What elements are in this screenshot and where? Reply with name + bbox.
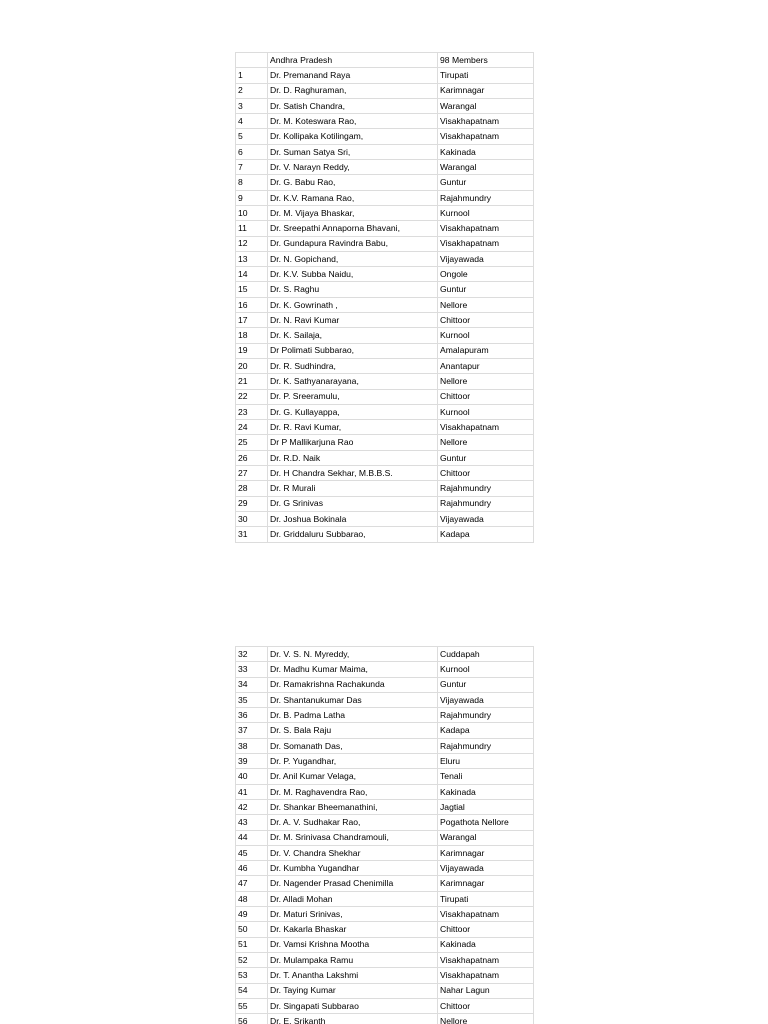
member-number-cell: 11: [236, 221, 268, 236]
table-row: [236, 129, 534, 144]
member-city-cell: Visakhapatnam: [438, 129, 534, 144]
member-city-cell: Kakinada: [438, 144, 534, 159]
table-row: [236, 328, 534, 343]
table-row: [236, 677, 534, 692]
member-city-cell: Kurnool: [438, 205, 534, 220]
table-row: [236, 481, 534, 496]
member-number-cell: 23: [236, 404, 268, 419]
table-row: [236, 784, 534, 799]
table-row: [236, 922, 534, 937]
table-row: [236, 282, 534, 297]
member-name-cell: Dr. S. Raghu: [268, 282, 438, 297]
member-name-cell: Dr. R. Ravi Kumar,: [268, 420, 438, 435]
member-city-cell: Tirupati: [438, 68, 534, 83]
table-row: [236, 343, 534, 358]
member-name-cell: Dr. Ramakrishna Rachakunda: [268, 677, 438, 692]
member-name-cell: Dr. P. Yugandhar,: [268, 754, 438, 769]
member-city-cell: Visakhapatnam: [438, 907, 534, 922]
member-number-cell: 9: [236, 190, 268, 205]
member-city-cell: Nellore: [438, 1014, 534, 1024]
member-number-cell: 51: [236, 937, 268, 952]
member-number-cell: 2: [236, 83, 268, 98]
member-name-cell: Dr. K. Sathyanarayana,: [268, 374, 438, 389]
member-number-cell: 55: [236, 998, 268, 1013]
member-number-cell: 33: [236, 662, 268, 677]
member-city-cell: Tenali: [438, 769, 534, 784]
member-name-cell: Dr. K.V. Ramana Rao,: [268, 190, 438, 205]
table-row: [236, 815, 534, 830]
member-city-cell: Vijayawada: [438, 251, 534, 266]
member-city-cell: Vijayawada: [438, 692, 534, 707]
table-row: [236, 876, 534, 891]
member-name-cell: Dr. K.V. Subba Naidu,: [268, 267, 438, 282]
member-city-cell: Nellore: [438, 297, 534, 312]
member-city-cell: Nellore: [438, 435, 534, 450]
member-name-cell: Dr. Singapati Subbarao: [268, 998, 438, 1013]
member-city-cell: Rajahmundry: [438, 190, 534, 205]
member-number-cell: 24: [236, 420, 268, 435]
member-name-cell: Dr. Mulampaka Ramu: [268, 952, 438, 967]
member-city-cell: Kurnool: [438, 328, 534, 343]
member-name-cell: Dr. T. Anantha Lakshmi: [268, 968, 438, 983]
table-row: [236, 83, 534, 98]
member-number-cell: 32: [236, 647, 268, 662]
member-city-cell: Vijayawada: [438, 861, 534, 876]
table-row: [236, 845, 534, 860]
members-table-page-1: [235, 52, 534, 543]
member-number-cell: 44: [236, 830, 268, 845]
member-name-cell: Dr. M. Srinivasa Chandramouli,: [268, 830, 438, 845]
member-number-cell: 14: [236, 267, 268, 282]
member-number-cell: 37: [236, 723, 268, 738]
member-number-cell: 10: [236, 205, 268, 220]
member-name-cell: Dr. Sreepathi Annaporna Bhavani,: [268, 221, 438, 236]
table-row: [236, 754, 534, 769]
table-row: [236, 738, 534, 753]
member-name-cell: Dr. Vamsi Krishna Mootha: [268, 937, 438, 952]
member-number-cell: 40: [236, 769, 268, 784]
member-number-cell: 6: [236, 144, 268, 159]
table-row: [236, 496, 534, 511]
member-city-cell: Rajahmundry: [438, 496, 534, 511]
member-number-cell: 52: [236, 952, 268, 967]
member-name-cell: Dr. V. S. N. Myreddy,: [268, 647, 438, 662]
member-name-cell: Dr. Taying Kumar: [268, 983, 438, 998]
member-number-cell: 22: [236, 389, 268, 404]
member-city-cell: Ongole: [438, 267, 534, 282]
member-city-cell: Karimnagar: [438, 83, 534, 98]
member-number-cell: 18: [236, 328, 268, 343]
member-city-cell: Visakhapatnam: [438, 420, 534, 435]
member-city-cell: Tirupati: [438, 891, 534, 906]
table-row: [236, 251, 534, 266]
member-number-cell: 38: [236, 738, 268, 753]
member-name-cell: Dr. Premanand Raya: [268, 68, 438, 83]
member-name-cell: Dr. M. Vijaya Bhaskar,: [268, 205, 438, 220]
table-row: [236, 175, 534, 190]
member-city-cell: Chittoor: [438, 466, 534, 481]
member-number-cell: 53: [236, 968, 268, 983]
member-number-cell: 35: [236, 692, 268, 707]
member-name-cell: Dr. Nagender Prasad Chenimilla: [268, 876, 438, 891]
member-city-cell: Kurnool: [438, 404, 534, 419]
member-number-cell: 16: [236, 297, 268, 312]
member-name-cell: Dr. M. Koteswara Rao,: [268, 114, 438, 129]
member-name-cell: Dr P Mallikarjuna Rao: [268, 435, 438, 450]
table-row: [236, 374, 534, 389]
member-number-cell: 17: [236, 313, 268, 328]
table-row: [236, 998, 534, 1013]
table-row: [236, 114, 534, 129]
member-number-cell: 25: [236, 435, 268, 450]
member-number-cell: 50: [236, 922, 268, 937]
member-name-cell: Dr Polimati Subbarao,: [268, 343, 438, 358]
table-row: [236, 404, 534, 419]
member-name-cell: Dr. Kakarla Bhaskar: [268, 922, 438, 937]
header-number-cell: [236, 53, 268, 68]
members-table-body: [236, 53, 534, 543]
member-name-cell: Dr. G. Kullayappa,: [268, 404, 438, 419]
member-number-cell: 46: [236, 861, 268, 876]
member-number-cell: 36: [236, 708, 268, 723]
member-number-cell: 34: [236, 677, 268, 692]
member-name-cell: Dr. E. Srikanth: [268, 1014, 438, 1024]
member-number-cell: 29: [236, 496, 268, 511]
member-city-cell: Guntur: [438, 677, 534, 692]
member-name-cell: Dr. G. Babu Rao,: [268, 175, 438, 190]
member-city-cell: Chittoor: [438, 389, 534, 404]
table-row: [236, 511, 534, 526]
member-number-cell: 30: [236, 511, 268, 526]
member-name-cell: Dr. Somanath Das,: [268, 738, 438, 753]
table-row: [236, 1014, 534, 1024]
table-row: [236, 708, 534, 723]
member-name-cell: Dr. Shankar Bheemanathini,: [268, 799, 438, 814]
member-number-cell: 39: [236, 754, 268, 769]
member-city-cell: Kakinada: [438, 937, 534, 952]
member-name-cell: Dr. A. V. Sudhakar Rao,: [268, 815, 438, 830]
table-row: [236, 190, 534, 205]
member-number-cell: 13: [236, 251, 268, 266]
member-city-cell: Rajahmundry: [438, 481, 534, 496]
member-name-cell: Dr. R. Sudhindra,: [268, 358, 438, 373]
member-name-cell: Dr. Satish Chandra,: [268, 98, 438, 113]
member-name-cell: Dr. K. Sailaja,: [268, 328, 438, 343]
member-name-cell: Dr. H Chandra Sekhar, M.B.B.S.: [268, 466, 438, 481]
header-state-cell: Andhra Pradesh: [268, 53, 438, 68]
members-table-body: [236, 647, 534, 1024]
member-city-cell: Karimnagar: [438, 845, 534, 860]
table-row: [236, 205, 534, 220]
member-city-cell: Jagtial: [438, 799, 534, 814]
member-name-cell: Dr. K. Gowrinath ,: [268, 297, 438, 312]
table-row: [236, 647, 534, 662]
member-city-cell: Kadapa: [438, 723, 534, 738]
member-name-cell: Dr. Kumbha Yugandhar: [268, 861, 438, 876]
member-name-cell: Dr. G Srinivas: [268, 496, 438, 511]
member-city-cell: Kakinada: [438, 784, 534, 799]
member-city-cell: Amalapuram: [438, 343, 534, 358]
table-row: [236, 983, 534, 998]
member-name-cell: Dr. V. Narayn Reddy,: [268, 160, 438, 175]
member-city-cell: Warangal: [438, 98, 534, 113]
table-row: [236, 692, 534, 707]
member-name-cell: Dr. P. Sreeramulu,: [268, 389, 438, 404]
member-number-cell: 49: [236, 907, 268, 922]
table-row: [236, 907, 534, 922]
member-name-cell: Dr. Joshua Bokinala: [268, 511, 438, 526]
table-row: [236, 358, 534, 373]
member-name-cell: Dr. Alladi Mohan: [268, 891, 438, 906]
member-number-cell: 43: [236, 815, 268, 830]
table-row: [236, 420, 534, 435]
member-city-cell: Visakhapatnam: [438, 968, 534, 983]
table-row: [236, 160, 534, 175]
table-row: [236, 968, 534, 983]
member-name-cell: Dr. Griddaluru Subbarao,: [268, 527, 438, 542]
member-city-cell: Warangal: [438, 830, 534, 845]
member-number-cell: 26: [236, 450, 268, 465]
table-row: [236, 527, 534, 542]
member-name-cell: Dr. D. Raghuraman,: [268, 83, 438, 98]
table-row: [236, 221, 534, 236]
member-city-cell: Nahar Lagun: [438, 983, 534, 998]
member-number-cell: 31: [236, 527, 268, 542]
member-number-cell: 7: [236, 160, 268, 175]
table-row: [236, 799, 534, 814]
table-row: [236, 144, 534, 159]
member-name-cell: Dr. R.D. Naik: [268, 450, 438, 465]
table-row: [236, 389, 534, 404]
table-row: [236, 98, 534, 113]
member-name-cell: Dr. Kollipaka Kotilingam,: [268, 129, 438, 144]
table-row: [236, 450, 534, 465]
member-city-cell: Visakhapatnam: [438, 236, 534, 251]
table-row: [236, 861, 534, 876]
table-row: [236, 937, 534, 952]
member-number-cell: 27: [236, 466, 268, 481]
member-number-cell: 15: [236, 282, 268, 297]
member-name-cell: Dr. Anil Kumar Velaga,: [268, 769, 438, 784]
member-city-cell: Chittoor: [438, 922, 534, 937]
table-row: [236, 723, 534, 738]
member-number-cell: 12: [236, 236, 268, 251]
table-row: [236, 313, 534, 328]
member-name-cell: Dr. Suman Satya Sri,: [268, 144, 438, 159]
member-name-cell: Dr. Shantanukumar Das: [268, 692, 438, 707]
member-name-cell: Dr. S. Bala Raju: [268, 723, 438, 738]
member-city-cell: Vijayawada: [438, 511, 534, 526]
table-row: [236, 662, 534, 677]
table-row: [236, 267, 534, 282]
member-name-cell: Dr. Gundapura Ravindra Babu,: [268, 236, 438, 251]
member-city-cell: Visakhapatnam: [438, 221, 534, 236]
table-row: [236, 830, 534, 845]
member-number-cell: 42: [236, 799, 268, 814]
table-row: [236, 68, 534, 83]
member-number-cell: 56: [236, 1014, 268, 1024]
table-header-row: [236, 53, 534, 68]
member-number-cell: 1: [236, 68, 268, 83]
member-number-cell: 28: [236, 481, 268, 496]
member-city-cell: Anantapur: [438, 358, 534, 373]
member-name-cell: Dr. N. Gopichand,: [268, 251, 438, 266]
table-row: [236, 952, 534, 967]
member-number-cell: 21: [236, 374, 268, 389]
member-number-cell: 47: [236, 876, 268, 891]
member-name-cell: Dr. Maturi Srinivas,: [268, 907, 438, 922]
member-name-cell: Dr. M. Raghavendra Rao,: [268, 784, 438, 799]
member-name-cell: Dr. B. Padma Latha: [268, 708, 438, 723]
member-number-cell: 3: [236, 98, 268, 113]
member-city-cell: Cuddapah: [438, 647, 534, 662]
member-city-cell: Pogathota Nellore: [438, 815, 534, 830]
member-city-cell: Guntur: [438, 282, 534, 297]
member-number-cell: 20: [236, 358, 268, 373]
member-city-cell: Warangal: [438, 160, 534, 175]
header-members-count-cell: 98 Members: [438, 53, 534, 68]
members-table-page-2: [235, 646, 534, 1024]
member-number-cell: 54: [236, 983, 268, 998]
member-city-cell: Nellore: [438, 374, 534, 389]
member-number-cell: 41: [236, 784, 268, 799]
table-row: [236, 435, 534, 450]
member-city-cell: Guntur: [438, 175, 534, 190]
member-name-cell: Dr. Madhu Kumar Maima,: [268, 662, 438, 677]
member-number-cell: 48: [236, 891, 268, 906]
member-city-cell: Rajahmundry: [438, 708, 534, 723]
member-name-cell: Dr. V. Chandra Shekhar: [268, 845, 438, 860]
member-number-cell: 45: [236, 845, 268, 860]
member-number-cell: 8: [236, 175, 268, 190]
member-name-cell: Dr. R Murali: [268, 481, 438, 496]
member-number-cell: 5: [236, 129, 268, 144]
table-row: [236, 297, 534, 312]
member-number-cell: 4: [236, 114, 268, 129]
member-name-cell: Dr. N. Ravi Kumar: [268, 313, 438, 328]
member-number-cell: 19: [236, 343, 268, 358]
member-city-cell: Eluru: [438, 754, 534, 769]
member-city-cell: Visakhapatnam: [438, 952, 534, 967]
member-city-cell: Visakhapatnam: [438, 114, 534, 129]
member-city-cell: Kadapa: [438, 527, 534, 542]
table-row: [236, 236, 534, 251]
member-city-cell: Karimnagar: [438, 876, 534, 891]
table-row: [236, 466, 534, 481]
member-city-cell: Kurnool: [438, 662, 534, 677]
table-row: [236, 769, 534, 784]
member-city-cell: Rajahmundry: [438, 738, 534, 753]
member-city-cell: Chittoor: [438, 313, 534, 328]
table-row: [236, 891, 534, 906]
member-city-cell: Chittoor: [438, 998, 534, 1013]
member-city-cell: Guntur: [438, 450, 534, 465]
